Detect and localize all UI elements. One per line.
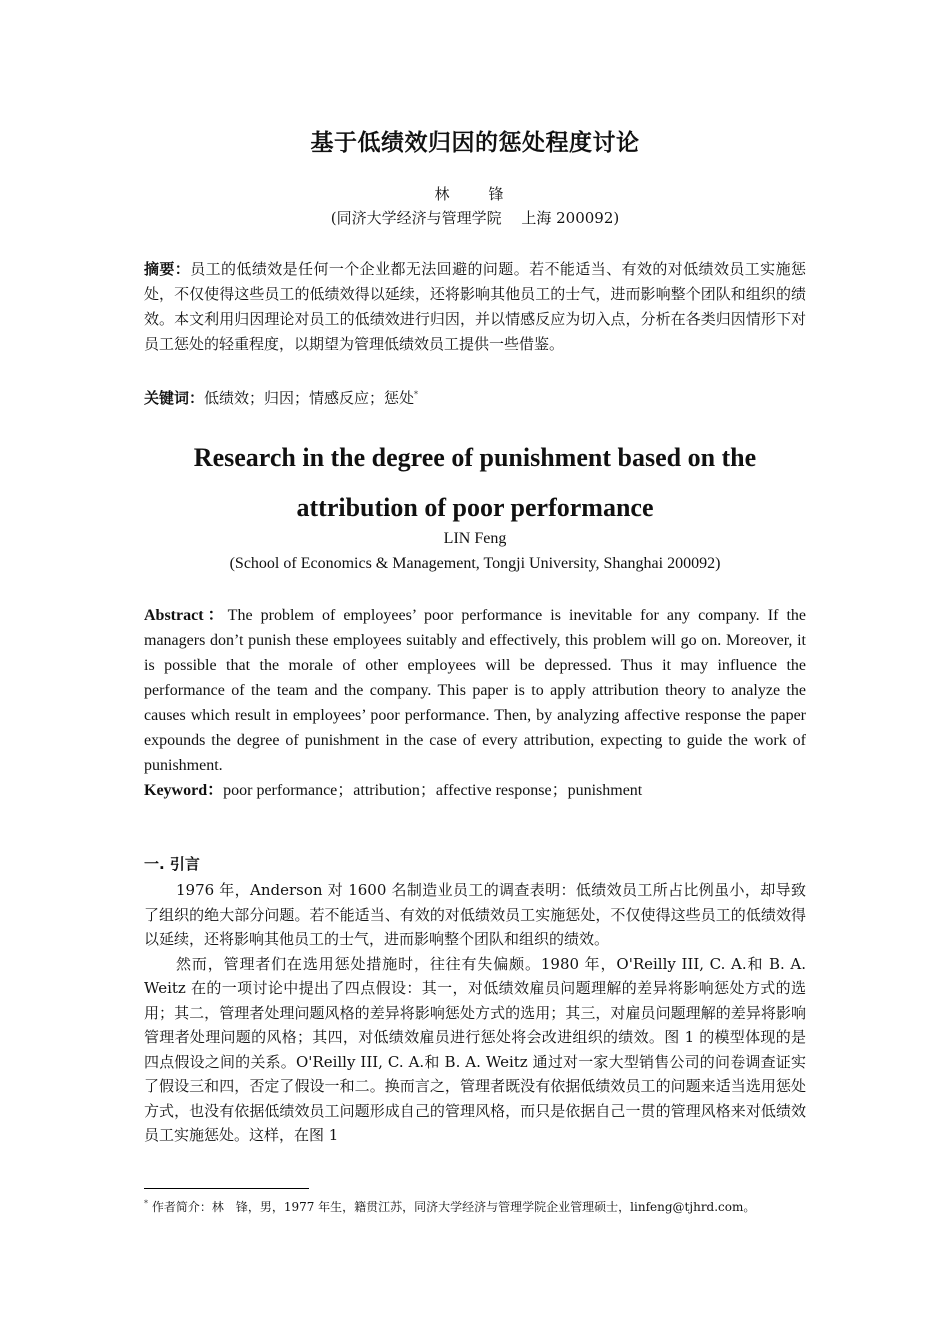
chinese-keywords (144, 382, 806, 411)
chinese-title: 基于低绩效归因的惩处程度讨论 (310, 130, 640, 156)
introduction-body (144, 878, 806, 1148)
chinese-keywords-text: 低绩效；归因；情感反应；惩处 (204, 389, 415, 407)
footnote-divider (144, 1188, 309, 1189)
english-keywords-text: poor performance；attribution；affective response；punishment (223, 782, 643, 799)
english-title-line-2: attribution of poor performance (296, 493, 654, 522)
english-abstract-label: Abstract： (144, 607, 228, 624)
paragraph: 然而，管理者们在选用惩处措施时，往往有失偏颇。1980 年，O'Reilly III, C. A.和 B. A. Weitz 在的一项讨论中提出了四点假设：其一，对低绩效雇员问题理解的差异将影响惩处方式的选用；其二，管理者处理问题风格的差异将影响惩处方式的选用；其三，对雇员问题理解的差异将影响管理者处理问题的风格；其四，对低绩效雇员进行惩处将会改进组织的绩效。图 1 的模型体现的是四点假设之间的关系。O'Reilly III, C. A.和 B. A. Weitz 通过对一家大型销售公司的问卷调查证实了假设三和四，否定了假设一和二。换而言之，管理者既没有依据低绩效员工的问题来适当选用惩处方式，也没有依据低绩效员工问题形成自己的管理风格，而只是依据自己一贯的管理风格来对低绩效员工实施惩处。这样，在图 1 (144, 954, 806, 1144)
english-keywords (144, 778, 806, 803)
chinese-keywords-label: 关键词： (144, 389, 205, 407)
footnote-text: 作者简介：林 锋，男，1977 年生，籍贯江苏，同济大学经济与管理学院企业管理硕士，linfeng@tjhrd.com。 (151, 1200, 756, 1214)
chinese-abstract-text: 员工的低绩效是任何一个企业都无法回避的问题。若不能适当、有效的对低绩效员工实施惩处，不仅使得这些员工的低绩效得以延续，还将影响其他员工的士气，进而影响整个团队和组织的绩效。本文利用归因理论对员工的低绩效进行归因，并以情感反应为切入点，分析在各类归因情形下对员工惩处的轻重程度，以期望为管理低绩效员工提供一些借鉴。 (144, 260, 806, 353)
chinese-affiliation: (同济大学经济与管理学院 上海 200092) (330, 209, 620, 227)
section-heading-introduction: 一. 引言 (144, 855, 200, 873)
footnote-reference-marker: * (414, 390, 419, 399)
chinese-abstract-label: 摘要： (144, 260, 191, 278)
english-affiliation: (School of Economics & Management, Tongji University, Shanghai 200092) (229, 555, 721, 572)
english-title-line-1: Research in the degree of punishment based on the (193, 443, 757, 472)
footnote (144, 1195, 806, 1216)
english-title (144, 433, 806, 533)
english-author: LIN Feng (443, 530, 507, 547)
footnote-marker: * (144, 1199, 148, 1208)
chinese-author: 林 锋 (434, 185, 516, 203)
english-abstract (144, 603, 806, 778)
english-keywords-label: Keyword： (144, 782, 224, 799)
english-abstract-text: The problem of employees’ poor performance is inevitable for any company. If the managers don’t punish these employees suitably and effectively, this problem will go on. Moreover, it is possible that the morale of other employees will be depressed. Thus it may influence the performance of the team and the company. This paper is to apply attribution theory to analyze the causes which result in employees’ poor performance. Then, by analyzing affective response the paper expounds the degree of punishment in the case of every attribution, expecting to guide the work of punishment. (144, 607, 806, 774)
chinese-abstract (144, 257, 806, 357)
paragraph: 1976 年，Anderson 对 1600 名制造业员工的调查表明：低绩效员工所占比例虽小，却导致了组织的绝大部分问题。若不能适当、有效的对低绩效员工实施惩处，不仅使得这些员工的低绩效得以延续，还将影响其他员工的士气，进而影响整个团队和组织的绩效。 (144, 881, 806, 948)
